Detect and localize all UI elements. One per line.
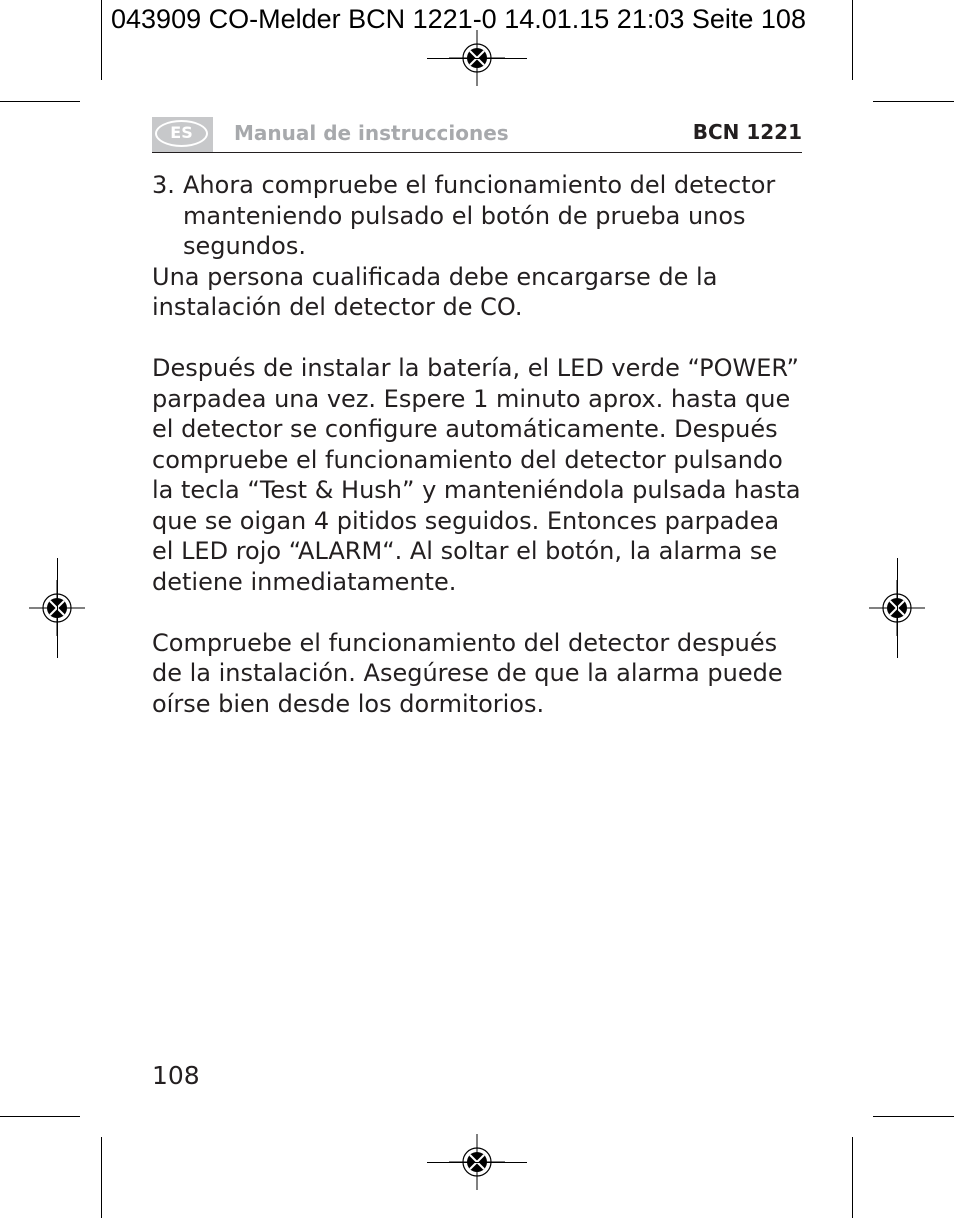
step-text: Ahora compruebe el funcionamiento del detector manteniendo pulsado el botón de prueba unos segundos. — [183, 171, 776, 260]
paragraph-spacer — [152, 597, 802, 628]
registration-line-bottom-horizontal — [427, 1162, 527, 1163]
crop-mark-bottom-right-horizontal — [873, 1116, 954, 1117]
manual-title: Manual de instrucciones — [234, 121, 509, 145]
registration-line-left-vertical — [57, 558, 58, 658]
crop-mark-top-left-vertical — [101, 0, 102, 80]
paragraph-battery-test: Después de instalar la batería, el LED verde “POWER” parpadea una vez. Espere 1 minuto aprox. hasta que el detector se configure automáticamente. Después compruebe el funcionamiento del detector pulsando la tecla “Test & Hush” y manteniéndola pulsada hasta que se oigan 4 pitidos seguidos. Entonces parpadea el LED rojo “ALARM“. Al soltar el botón, la alarma se detiene inmediatamente. — [152, 354, 801, 596]
crop-mark-bottom-left-horizontal — [0, 1116, 80, 1117]
print-slug: 043909 CO-Melder BCN 1221-0 14.01.15 21:03 Seite 108 — [111, 4, 806, 34]
paragraph-installer-note: Una persona cualificada debe encargarse de la instalación del detector de CO. — [152, 262, 718, 321]
language-badge-label: ES — [170, 123, 193, 142]
language-badge — [152, 117, 213, 152]
crop-mark-top-left-horizontal — [0, 101, 80, 102]
paragraph-spacer — [152, 323, 802, 354]
crop-mark-top-right-horizontal — [873, 101, 954, 102]
registration-line-right-vertical — [897, 558, 898, 658]
crop-mark-bottom-right-vertical — [852, 1137, 853, 1218]
crop-mark-bottom-left-vertical — [101, 1137, 102, 1218]
step-number: 3. — [152, 171, 175, 199]
page-content — [152, 170, 802, 719]
step-item — [152, 170, 802, 262]
registration-line-top-horizontal — [427, 58, 527, 59]
paragraph-function-check: Compruebe el funcionamiento del detector después de la instalación. Asegúrese de que la alarma puede oírse bien desde los dormitorios. — [152, 628, 783, 718]
crop-mark-top-right-vertical — [852, 0, 853, 80]
running-header — [152, 114, 802, 153]
page-number: 108 — [152, 1061, 200, 1090]
model-number: BCN 1221 — [692, 120, 802, 144]
